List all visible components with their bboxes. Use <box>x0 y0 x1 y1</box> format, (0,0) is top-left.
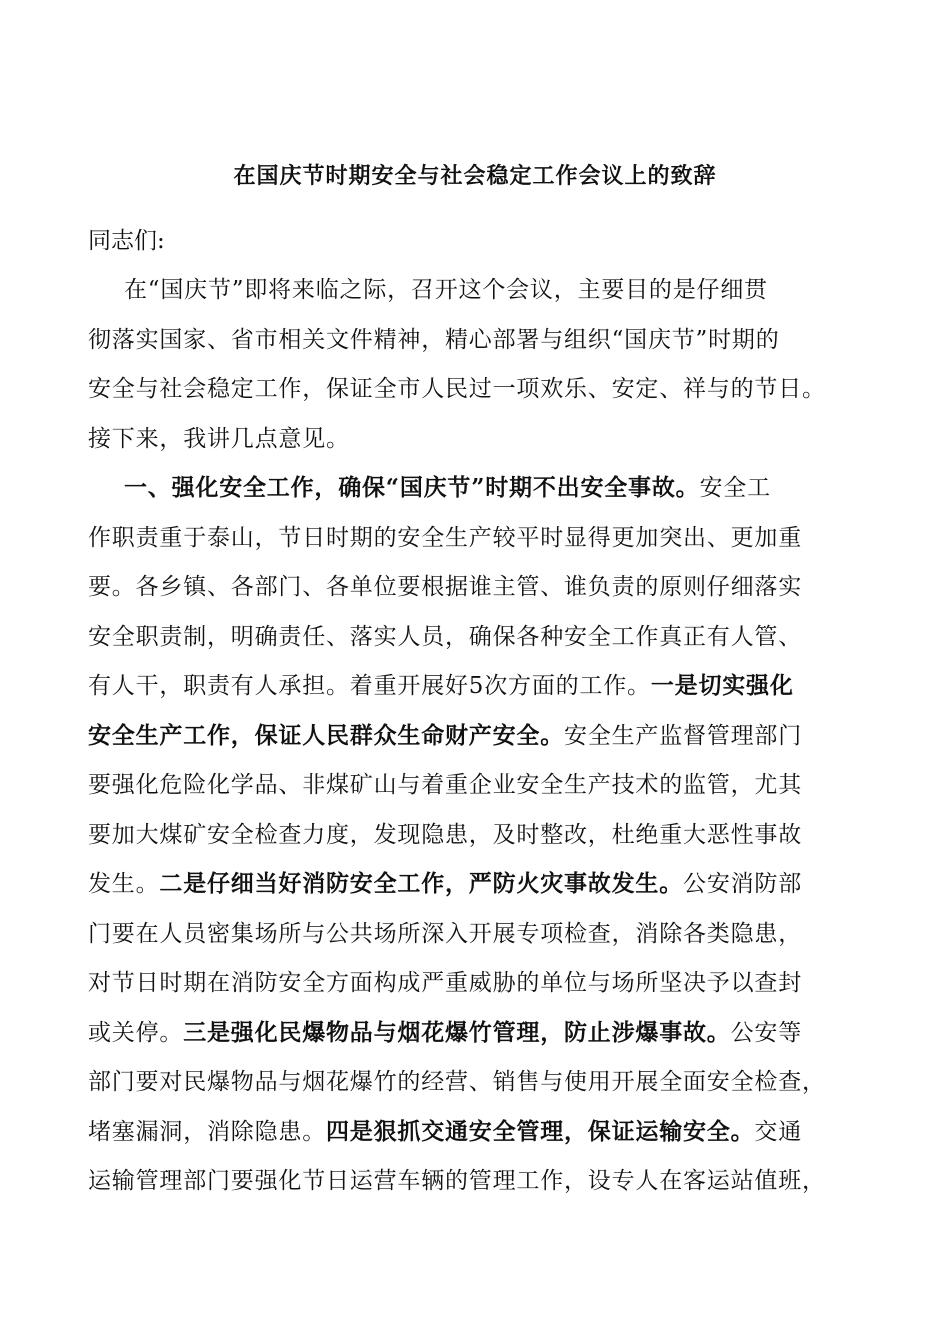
body-text: 公安消防部 <box>683 871 803 897</box>
salutation: 同志们: <box>88 228 165 254</box>
body-text: 要强化危险化学品、非煤矿山与着重企业安全生产技术的监管，尤其 <box>88 772 802 798</box>
text-line <box>88 1116 802 1148</box>
body-text: 或关停。 <box>88 1019 184 1046</box>
body-text: 堵塞漏洞，消除隐患。 <box>88 1118 326 1145</box>
body-text: 要加大煤矿安全检查力度，发现隐患，及时整改，杜绝重大恶性事故 <box>88 821 802 848</box>
text-line <box>124 472 771 504</box>
text-line <box>88 423 350 455</box>
bold-heading-text: 三是强化民爆物品与烟花爆竹管理，防止涉爆事故。 <box>183 1018 731 1046</box>
text-line <box>88 324 780 356</box>
body-text: 交通 <box>754 1118 803 1145</box>
body-text: 门要在人员密集场所与公共场所深入开展专项检查，消除各类隐患， <box>88 920 802 947</box>
bold-heading-text: 二是仔细当好消防安全工作，严防火灾事故发生。 <box>159 870 684 897</box>
text-line <box>124 274 768 306</box>
text-line <box>88 918 802 950</box>
body-text: 安全工 <box>699 475 771 501</box>
body-text: 安全职责制，明确责任、落实人员，确保各种安全工作真正有人管、 <box>88 623 802 650</box>
text-line <box>88 621 802 653</box>
body-text: 安全生产监督管理部门 <box>564 722 802 749</box>
body-text: 发生。 <box>88 871 160 897</box>
body-text: 接下来，我讲几点意见。 <box>88 425 350 452</box>
body-text: 部门要对民爆物品与烟花爆竹的经营、销售与使用开展全面安全检查， <box>88 1069 826 1095</box>
bold-heading-text: 一是切实强化 <box>650 672 794 699</box>
text-line <box>88 1165 826 1197</box>
body-text: 对节日时期在消防安全方面构成严重威胁的单位与场所坚决予以查封 <box>88 970 802 996</box>
body-text: 有人干，职责有人承担。着重开展好5次方面的工作。 <box>88 673 651 699</box>
text-line <box>88 1066 826 1098</box>
document-title: 在国庆节时期安全与社会稳定工作会议上的致辞 <box>233 163 717 189</box>
text-line <box>88 720 802 752</box>
text-line <box>88 571 802 603</box>
text-line <box>88 522 802 554</box>
text-line <box>88 373 826 405</box>
bold-heading-text: 一、强化安全工作，确保“国庆节”时期不出安全事故。 <box>124 474 700 501</box>
body-text: 作职责重于泰山，节日时期的安全生产较平时显得更加突出、更加重 <box>88 524 802 551</box>
bold-heading-text: 安全生产工作，保证人民群众生命财产安全。 <box>88 721 564 749</box>
text-line <box>88 967 802 999</box>
text-line <box>88 1017 802 1049</box>
body-text: 运输管理部门要强化节日运营车辆的管理工作，设专人在客运站值班， <box>88 1168 826 1194</box>
body-text: 在“国庆节”即将来临之际，召开这个会议，主要目的是仔细贯 <box>124 277 768 303</box>
bold-heading-text: 四是狠抓交通安全管理，保证运输安全。 <box>326 1117 755 1145</box>
body-text: 公安等 <box>730 1019 803 1046</box>
text-line <box>88 769 802 801</box>
body-text: 安全与社会稳定工作，保证全市人民过一项欢乐、安定、祥与的节日。 <box>88 376 826 402</box>
text-line <box>88 868 802 900</box>
text-line <box>88 670 794 702</box>
text-line <box>88 819 802 851</box>
body-text: 彻落实国家、省市相关文件精神，精心部署与组织“国庆节”时期的 <box>88 326 780 353</box>
body-text: 要。各乡镇、各部门、各单位要根据谁主管、谁负责的原则仔细落实 <box>88 574 802 600</box>
